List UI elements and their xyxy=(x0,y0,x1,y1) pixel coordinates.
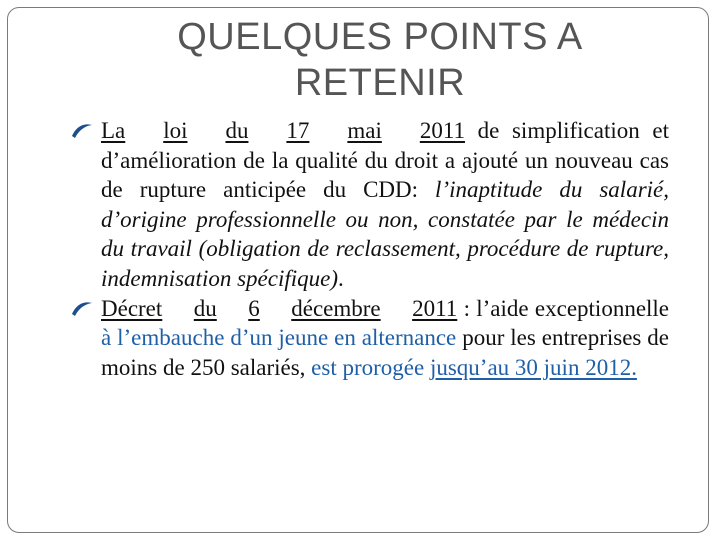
bullet-point-2 xyxy=(101,294,669,383)
slide-body xyxy=(101,116,669,382)
bullet1-text: de simplification et d’amélioration de la qualité du droit a ajouté un nouveau cas de rupture anticipée du CDD: xyxy=(101,118,669,203)
slide-title xyxy=(120,14,640,106)
bullet2-text-2: pour les entreprises de moins de 250 salariés, xyxy=(101,325,670,380)
law-word-loi: loi xyxy=(163,118,188,143)
decree-year: 2011 xyxy=(412,295,458,321)
bullet-point-1 xyxy=(101,116,669,294)
decree-month: décembre xyxy=(291,295,381,321)
law-year: 2011 xyxy=(419,118,465,143)
bullet2-highlight-2: est prorogée xyxy=(311,354,430,380)
bullet2-highlight-1: à l’embauche d’un jeune en alternance xyxy=(101,325,457,351)
bullet2-deadline: jusqu’au 30 juin 2012. xyxy=(429,354,637,380)
swoosh-bullet-icon xyxy=(71,121,93,139)
title-line-2: RETENIR xyxy=(294,62,466,104)
bullet1-italic-text: l’inaptitude du salarié, d’origine professionnelle ou non, constatée par le médecin du travail (obligation de reclassement, procédure de rupture, indemnisation spécifique) xyxy=(101,177,669,291)
decree-word-du: du xyxy=(193,295,217,321)
law-word-du: du xyxy=(225,118,249,143)
title-line-1: QUELQUES POINTS A xyxy=(177,16,583,58)
law-word-la: La xyxy=(101,118,126,143)
decree-day: 6 xyxy=(248,295,260,321)
bullet2-text-1: : l’aide exceptionnelle xyxy=(457,295,670,321)
law-day: 17 xyxy=(286,118,310,143)
bullet1-end: . xyxy=(338,265,344,291)
swoosh-bullet-icon xyxy=(71,299,93,317)
decree-word: Décret xyxy=(101,295,163,321)
law-month: mai xyxy=(347,118,382,143)
